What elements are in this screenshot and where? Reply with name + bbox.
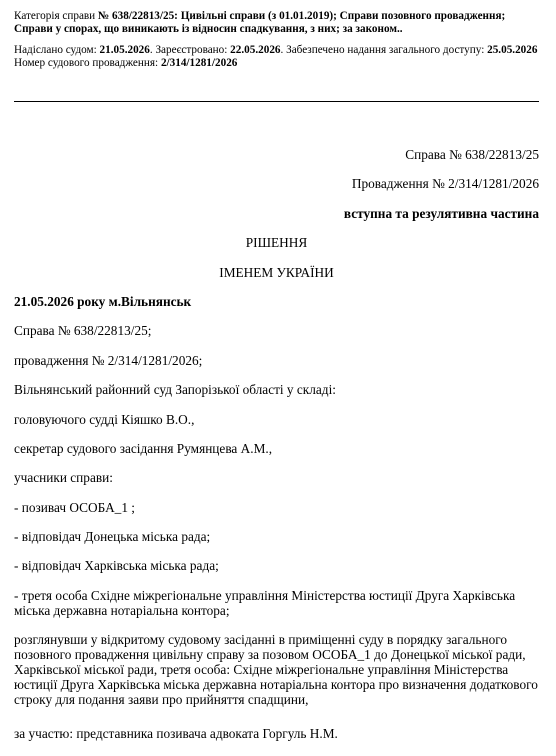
defendant-1-line: - відповідач Донецька міська рада; (14, 529, 211, 544)
access-date: 25.05.2026 (487, 44, 538, 56)
sent-label: Надіслано судом: (14, 44, 97, 56)
secretary-line: секретар судового засідання Румянцева А.М., (14, 441, 273, 456)
sent-date: 21.05.2026 (99, 44, 150, 56)
part-label: вступна та резулятивна частина (343, 206, 539, 221)
judge-line: головуючого судді Кіяшко В.О., (14, 412, 195, 427)
decision-subtitle: ІМЕНЕМ УКРАЇНИ (219, 265, 334, 280)
proceeding-number: 2/314/1281/2026 (160, 57, 238, 69)
document-header (14, 10, 539, 70)
decision-title: РІШЕННЯ (245, 235, 308, 250)
case-line: Справа № 638/22813/25; (14, 323, 152, 338)
dates-line (14, 44, 539, 57)
case-number-right: Справа № 638/22813/25 (405, 147, 539, 162)
category-value: № 638/22813/25: Цивільні справи (з 01.01.2019); Справи позовного провадження; Справи у спорах, що виникають із відносин спадкування, з них; за законом.. (14, 10, 506, 35)
category-label: Категорія справи (14, 10, 96, 22)
header-divider (14, 101, 539, 102)
court-line: Вільнянський районний суд Запорізької області у складі: (14, 382, 336, 397)
registered-date: 22.05.2026 (230, 44, 281, 56)
plaintiff-line: - позивач ОСОБА_1 ; (14, 500, 135, 515)
participation-line: за участю: представника позивача адвоката Горгуль Н.М. (14, 726, 338, 741)
proceeding-line: провадження № 2/314/1281/2026; (14, 353, 203, 368)
access-label: . Забезпечено надання загального доступу: (280, 44, 485, 56)
considered-paragraph: розглянувши у відкритому судовому засіданні в приміщенні суду в порядку загального позовного провадження цивільну справу за позовом ОСОБА_1 до Донецької міської ради, Харківської міської ради, третя особа: Східне міжрегіональне управління Міністерства юстиції Друга Харківська міська державна нотаріальна контора про визначення додаткового строку для подання заяви про прийняття спадщини, (14, 632, 538, 707)
proceeding-label: Номер судового провадження: (14, 57, 159, 69)
third-party-paragraph: - третя особа Східне міжрегіональне управління Міністерства юстиції Друга Харківська міська державна нотаріальна контора; (14, 588, 516, 618)
defendant-2-line: - відповідач Харківська міська рада; (14, 558, 219, 573)
proceeding-number-right: Провадження № 2/314/1281/2026 (351, 176, 539, 191)
participants-label: учасники справи: (14, 470, 113, 485)
date-place: 21.05.2026 року м.Вільнянськ (14, 294, 192, 309)
proceeding-number-line (14, 57, 539, 70)
registered-label: . Зареєстровано: (149, 44, 228, 56)
category-line (14, 10, 539, 36)
